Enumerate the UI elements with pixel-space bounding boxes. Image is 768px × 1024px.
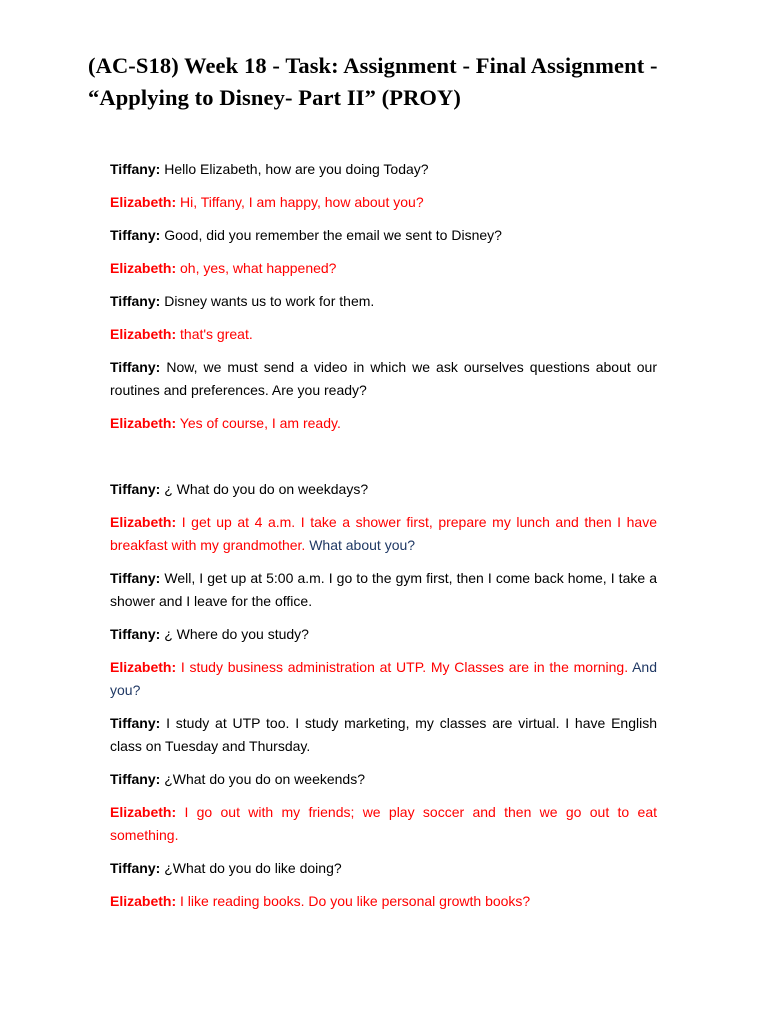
dialogue-line — [110, 567, 657, 613]
speaker-name: Elizabeth: — [110, 415, 177, 431]
speaker-name: Elizabeth: — [110, 260, 177, 276]
dialogue-line — [110, 224, 657, 247]
speaker-name: Elizabeth: — [110, 514, 177, 530]
dialogue-line — [110, 356, 657, 402]
line-text: Well, I get up at 5:00 a.m. I go to the gym first, then I come back home, I take a shower and I leave for the office. — [110, 570, 657, 609]
line-text: ¿What do you do on weekends? — [164, 771, 365, 787]
dialogue-line — [110, 623, 657, 646]
line-text: Hello Elizabeth, how are you doing Today? — [164, 161, 429, 177]
speaker-name: Tiffany: — [110, 771, 161, 787]
line-text: ¿ What do you do on weekdays? — [164, 481, 369, 497]
dialogue-line — [110, 768, 657, 791]
title-line-2: “Applying to Disney- Part II” (PROY) — [88, 85, 461, 110]
speaker-name: Tiffany: — [110, 626, 161, 642]
speaker-name: Elizabeth: — [110, 326, 177, 342]
dialogue-line — [110, 323, 657, 346]
line-text: I go out with my friends; we play soccer and then we go out to eat something. — [110, 804, 657, 843]
dialogue-line — [110, 257, 657, 280]
document-title — [88, 50, 688, 114]
line-text: I study business administration at UTP. My Classes are in the morning. — [180, 659, 629, 675]
speaker-name: Tiffany: — [110, 227, 161, 243]
line-text: Disney wants us to work for them. — [164, 293, 375, 309]
speaker-name: Tiffany: — [110, 860, 161, 876]
line-text: oh, yes, what happened? — [180, 260, 337, 276]
speaker-name: Tiffany: — [110, 293, 161, 309]
follow-up-question: What about you? — [309, 537, 416, 553]
dialogue-line — [110, 801, 657, 847]
dialogue-line — [110, 511, 657, 557]
speaker-name: Tiffany: — [110, 481, 161, 497]
line-text: that's great. — [180, 326, 253, 342]
line-text: Hi, Tiffany, I am happy, how about you? — [180, 194, 424, 210]
dialogue-line — [110, 890, 657, 913]
dialogue-line — [110, 191, 657, 214]
speaker-name: Tiffany: — [110, 715, 161, 731]
dialogue-line — [110, 712, 657, 758]
follow-up-question: And you? — [110, 659, 658, 698]
speaker-name: Elizabeth: — [110, 893, 177, 909]
dialogue-line — [110, 857, 657, 880]
dialogue-body — [110, 158, 657, 923]
line-text: I like reading books. Do you like personal growth books? — [180, 893, 531, 909]
speaker-name: Tiffany: — [110, 161, 161, 177]
line-text: ¿What do you do like doing? — [164, 860, 342, 876]
speaker-name: Elizabeth: — [110, 194, 177, 210]
speaker-name: Tiffany: — [110, 570, 161, 586]
speaker-name: Elizabeth: — [110, 659, 177, 675]
dialogue-line — [110, 290, 657, 313]
line-text: Yes of course, I am ready. — [179, 415, 341, 431]
title-line-1: (AC-S18) Week 18 - Task: Assignment - Final Assignment - — [88, 53, 658, 78]
speaker-name: Tiffany: — [110, 359, 161, 375]
dialogue-line — [110, 158, 657, 181]
line-text: ¿ Where do you study? — [164, 626, 309, 642]
line-text: I get up at 4 a.m. I take a shower first, prepare my lunch and then I have breakfast with my grandmother. — [110, 514, 658, 553]
dialogue-line — [110, 478, 657, 501]
dialogue-line — [110, 656, 657, 702]
speaker-name: Elizabeth: — [110, 804, 177, 820]
dialogue-line — [110, 412, 657, 435]
line-text: Now, we must send a video in which we ask ourselves questions about our routines and preferences. Are you ready? — [110, 359, 658, 398]
line-text: I study at UTP too. I study marketing, my classes are virtual. I have English class on Tuesday and Thursday. — [110, 715, 657, 754]
line-text: Good, did you remember the email we sent to Disney? — [164, 227, 502, 243]
